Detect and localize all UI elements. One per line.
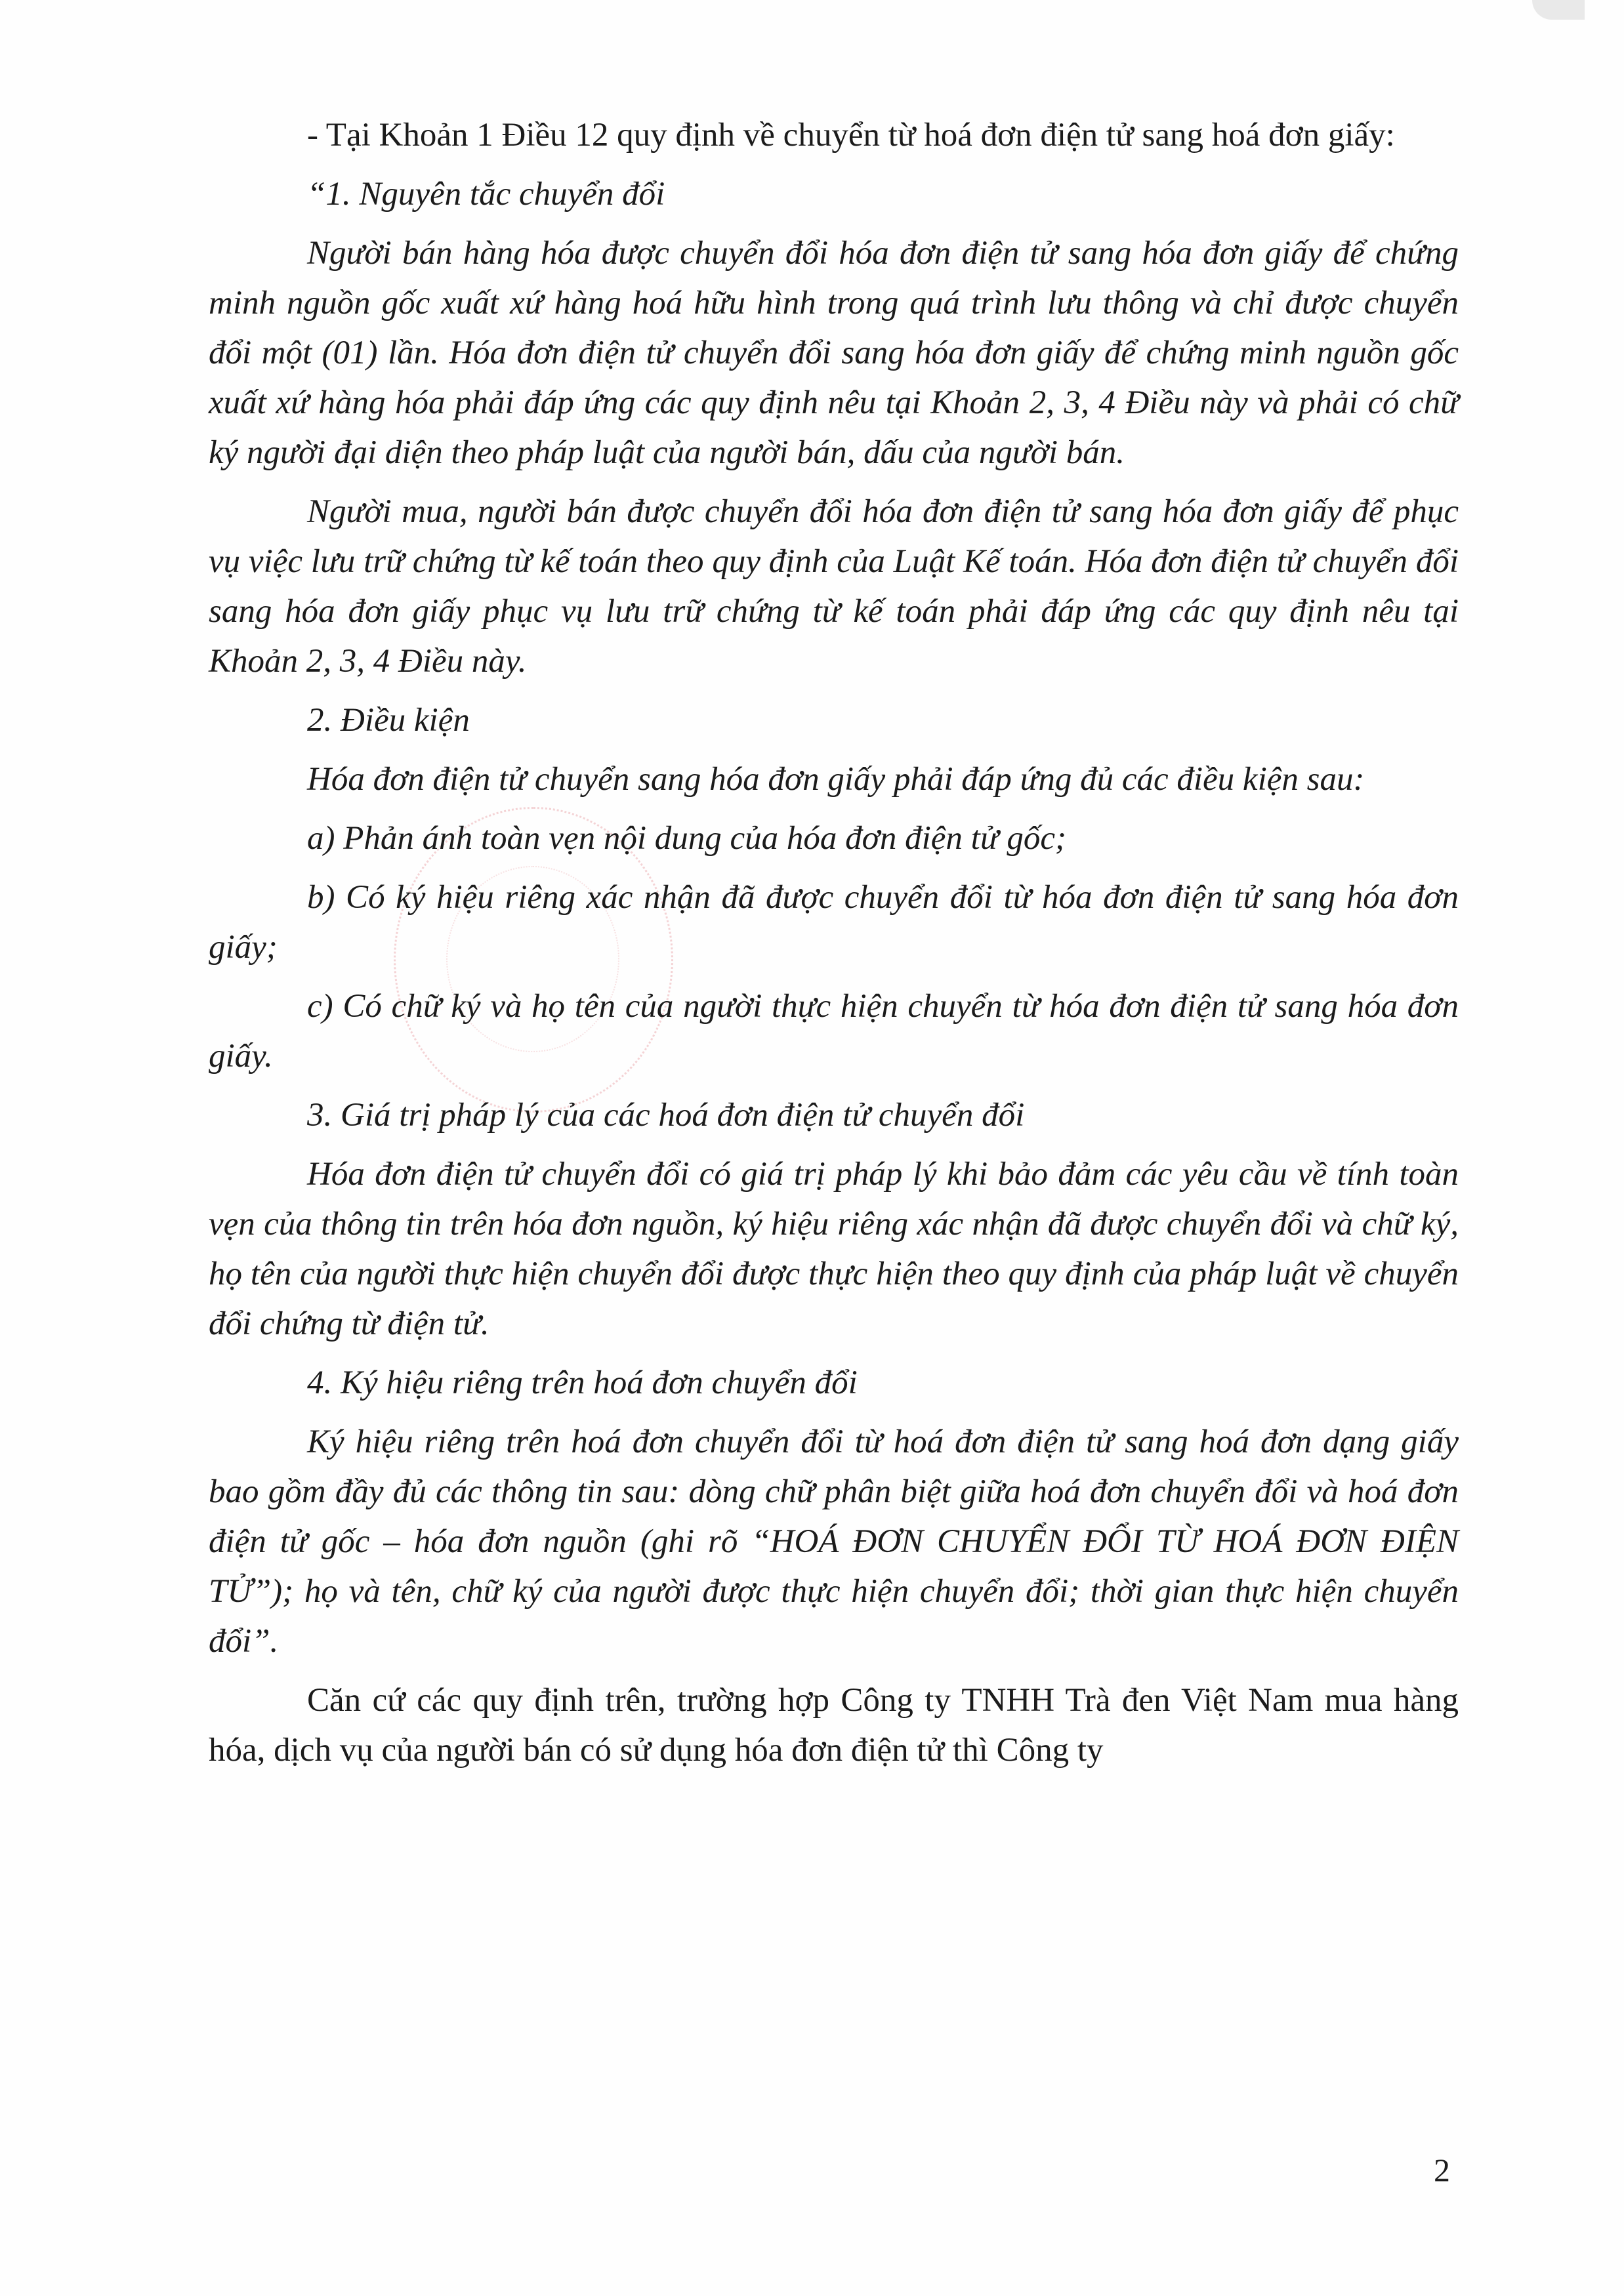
item-c: c) Có chữ ký và họ tên của người thực hiện chuyển từ hóa đơn điện tử sang hóa đơn giấy.	[209, 988, 1459, 1075]
heading-dieu-kien: 2. Điều kiện	[307, 702, 470, 739]
page-number: 2	[1434, 2152, 1450, 2188]
paragraph-ky-hieu-rieng: Ký hiệu riêng trên hoá đơn chuyển đổi từ hoá đơn điện tử sang hoá đơn dạng giấy bao gồm đầy đủ các thông tin sau: dòng chữ phân biệt giữa hoá đơn chuyển đổi và hoá đơn điện tử gốc – hóa đơn nguồn (ghi rõ “HOÁ ĐƠN CHUYỂN ĐỔI TỪ HOÁ ĐƠN ĐIỆN TỬ”); họ và tên, chữ ký của người được thực hiện chuyển đổi; thời gian thực hiện chuyển đổi”.	[209, 1424, 1459, 1660]
heading-ky-hieu-rieng: 4. Ký hiệu riêng trên hoá đơn chuyển đổi	[307, 1364, 858, 1401]
heading-gia-tri-phap-ly: 3. Giá trị pháp lý của các hoá đơn điện tử chuyển đổi	[307, 1097, 1025, 1134]
item-a: a) Phản ánh toàn vẹn nội dung của hóa đơn điện tử gốc;	[307, 820, 1067, 857]
item-b: b) Có ký hiệu riêng xác nhận đã được chuyển đổi từ hóa đơn điện tử sang hóa đơn giấy;	[209, 879, 1459, 966]
heading-nguyen-tac: “1. Nguyên tắc chuyển đổi	[307, 176, 665, 213]
paragraph-can-cu: Căn cứ các quy định trên, trường hợp Công ty TNHH Trà đen Việt Nam mua hàng hóa, dịch vụ của người bán có sử dụng hóa đơn điện tử thì Công ty	[209, 1682, 1459, 1769]
paragraph-gia-tri-phap-ly: Hóa đơn điện tử chuyển đổi có giá trị pháp lý khi bảo đảm các yêu cầu về tính toàn vẹn của thông tin trên hóa đơn nguồn, ký hiệu riêng xác nhận đã được chuyển đổi và chữ ký, họ tên của người thực hiện chuyển đổi được thực hiện theo quy định của pháp luật về chuyển đổi chứng từ điện tử.	[209, 1156, 1459, 1342]
intro-paragraph: - Tại Khoản 1 Điều 12 quy định về chuyển từ hoá đơn điện tử sang hoá đơn giấy:	[307, 117, 1395, 154]
paragraph-dieu-kien: Hóa đơn điện tử chuyển sang hóa đơn giấy phải đáp ứng đủ các điều kiện sau:	[307, 761, 1365, 798]
paragraph-nguoi-mua: Người mua, người bán được chuyển đổi hóa đơn điện tử sang hóa đơn giấy để phục vụ việc lưu trữ chứng từ kế toán theo quy định của Luật Kế toán. Hóa đơn điện tử chuyển đổi sang hóa đơn giấy phục vụ lưu trữ chứng từ kế toán phải đáp ứng các quy định nêu tại Khoản 2, 3, 4 Điều này.	[209, 493, 1459, 680]
body-text	[209, 110, 1459, 1775]
scan-corner-mark	[1532, 0, 1585, 20]
paragraph-nguoi-ban: Người bán hàng hóa được chuyển đổi hóa đơn điện tử sang hóa đơn giấy để chứng minh nguồn gốc xuất xứ hàng hoá hữu hình trong quá trình lưu thông và chỉ được chuyển đổi một (01) lần. Hóa đơn điện tử chuyển đổi sang hóa đơn giấy để chứng minh nguồn gốc xuất xứ hàng hóa phải đáp ứng các quy định nêu tại Khoản 2, 3, 4 Điều này và phải có chữ ký người đại diện theo pháp luật của người bán, dấu của người bán.	[209, 235, 1459, 471]
